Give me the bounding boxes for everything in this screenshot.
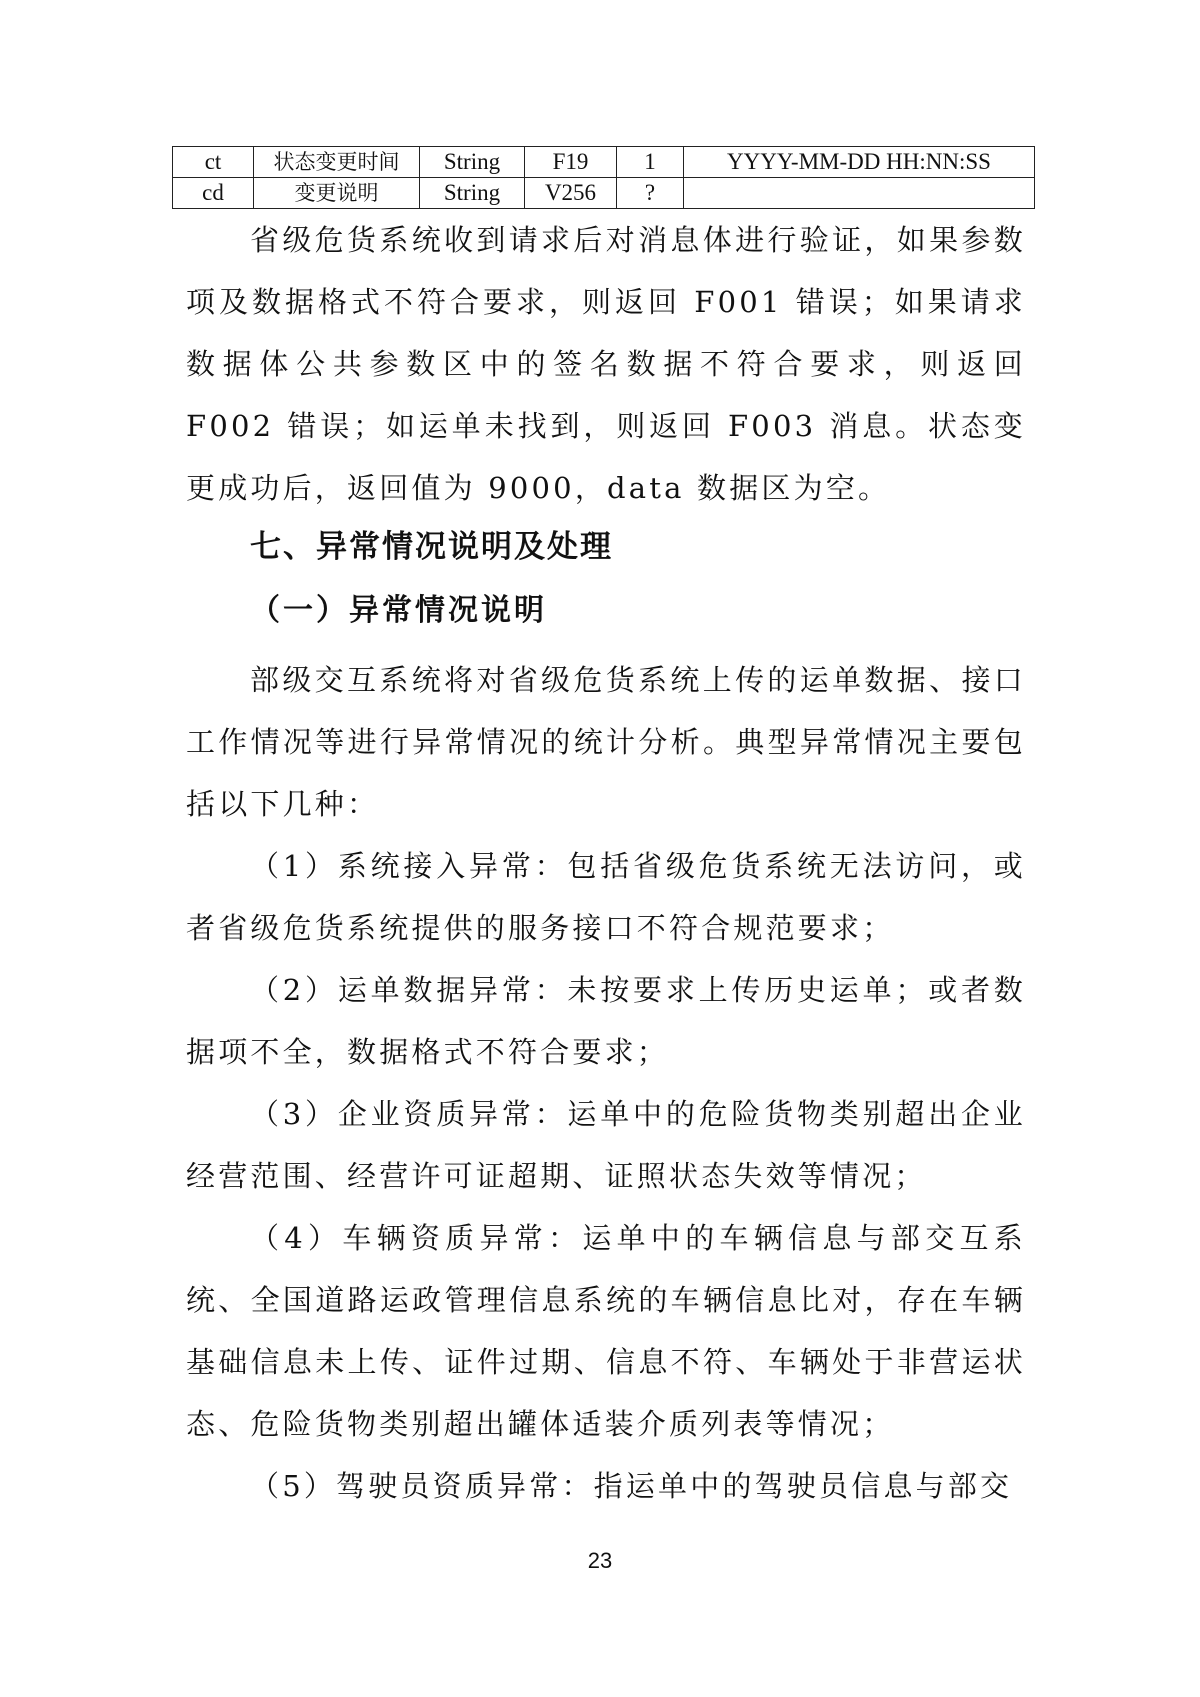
intro-paragraph: 部级交互系统将对省级危货系统上传的运单数据、接口工作情况等进行异常情况的统计分析。典型异常情况主要包括以下几种：	[186, 663, 1026, 821]
list-item: （1）系统接入异常：包括省级危货系统无法访问，或者省级危货系统提供的服务接口不符合规范要求；	[186, 849, 1026, 945]
field-type-cell: String	[420, 178, 525, 209]
field-name-cell: 状态变更时间	[254, 147, 420, 178]
body-block-1	[186, 209, 1026, 519]
validation-paragraph: 省级危货系统收到请求后对消息体进行验证，如果参数项及数据格式不符合要求，则返回 F001 错误；如果请求数据体公共参数区中的签名数据不符合要求，则返回 F002 错误；如运单未找到，则返回 F003 消息。状态变更成功后，返回值为 9000，data 数据区为空。	[186, 223, 1026, 505]
field-length-cell: V256	[525, 178, 617, 209]
field-name-cell: 变更说明	[254, 178, 420, 209]
table-row	[173, 147, 1035, 178]
field-format-cell: YYYY-MM-DD HH:NN:SS	[684, 147, 1035, 178]
field-required-cell: 1	[617, 147, 684, 178]
field-length-cell: F19	[525, 147, 617, 178]
list-item: （5）驾驶员资质异常：指运单中的驾驶员信息与部交	[250, 1469, 1013, 1503]
table-row	[173, 178, 1035, 209]
section-heading: 七、异常情况说明及处理	[250, 529, 613, 565]
body-block-2	[186, 649, 1026, 1517]
field-code-cell: cd	[173, 178, 254, 209]
field-type-cell: String	[420, 147, 525, 178]
list-item: （4）车辆资质异常：运单中的车辆信息与部交互系统、全国道路运政管理信息系统的车辆信息比对，存在车辆基础信息未上传、证件过期、信息不符、车辆处于非营运状态、危险货物类别超出罐体适装介质列表等情况；	[186, 1221, 1026, 1441]
subsection-heading: （一）异常情况说明	[250, 593, 547, 628]
field-format-cell	[684, 178, 1035, 209]
list-item: （3）企业资质异常：运单中的危险货物类别超出企业经营范围、经营许可证超期、证照状态失效等情况；	[186, 1097, 1026, 1193]
field-code-cell: ct	[173, 147, 254, 178]
list-item: （2）运单数据异常：未按要求上传历史运单；或者数据项不全，数据格式不符合要求；	[186, 973, 1026, 1069]
page-number: 23	[587, 1548, 613, 1573]
field-required-cell: ?	[617, 178, 684, 209]
field-spec-table	[172, 146, 1035, 209]
